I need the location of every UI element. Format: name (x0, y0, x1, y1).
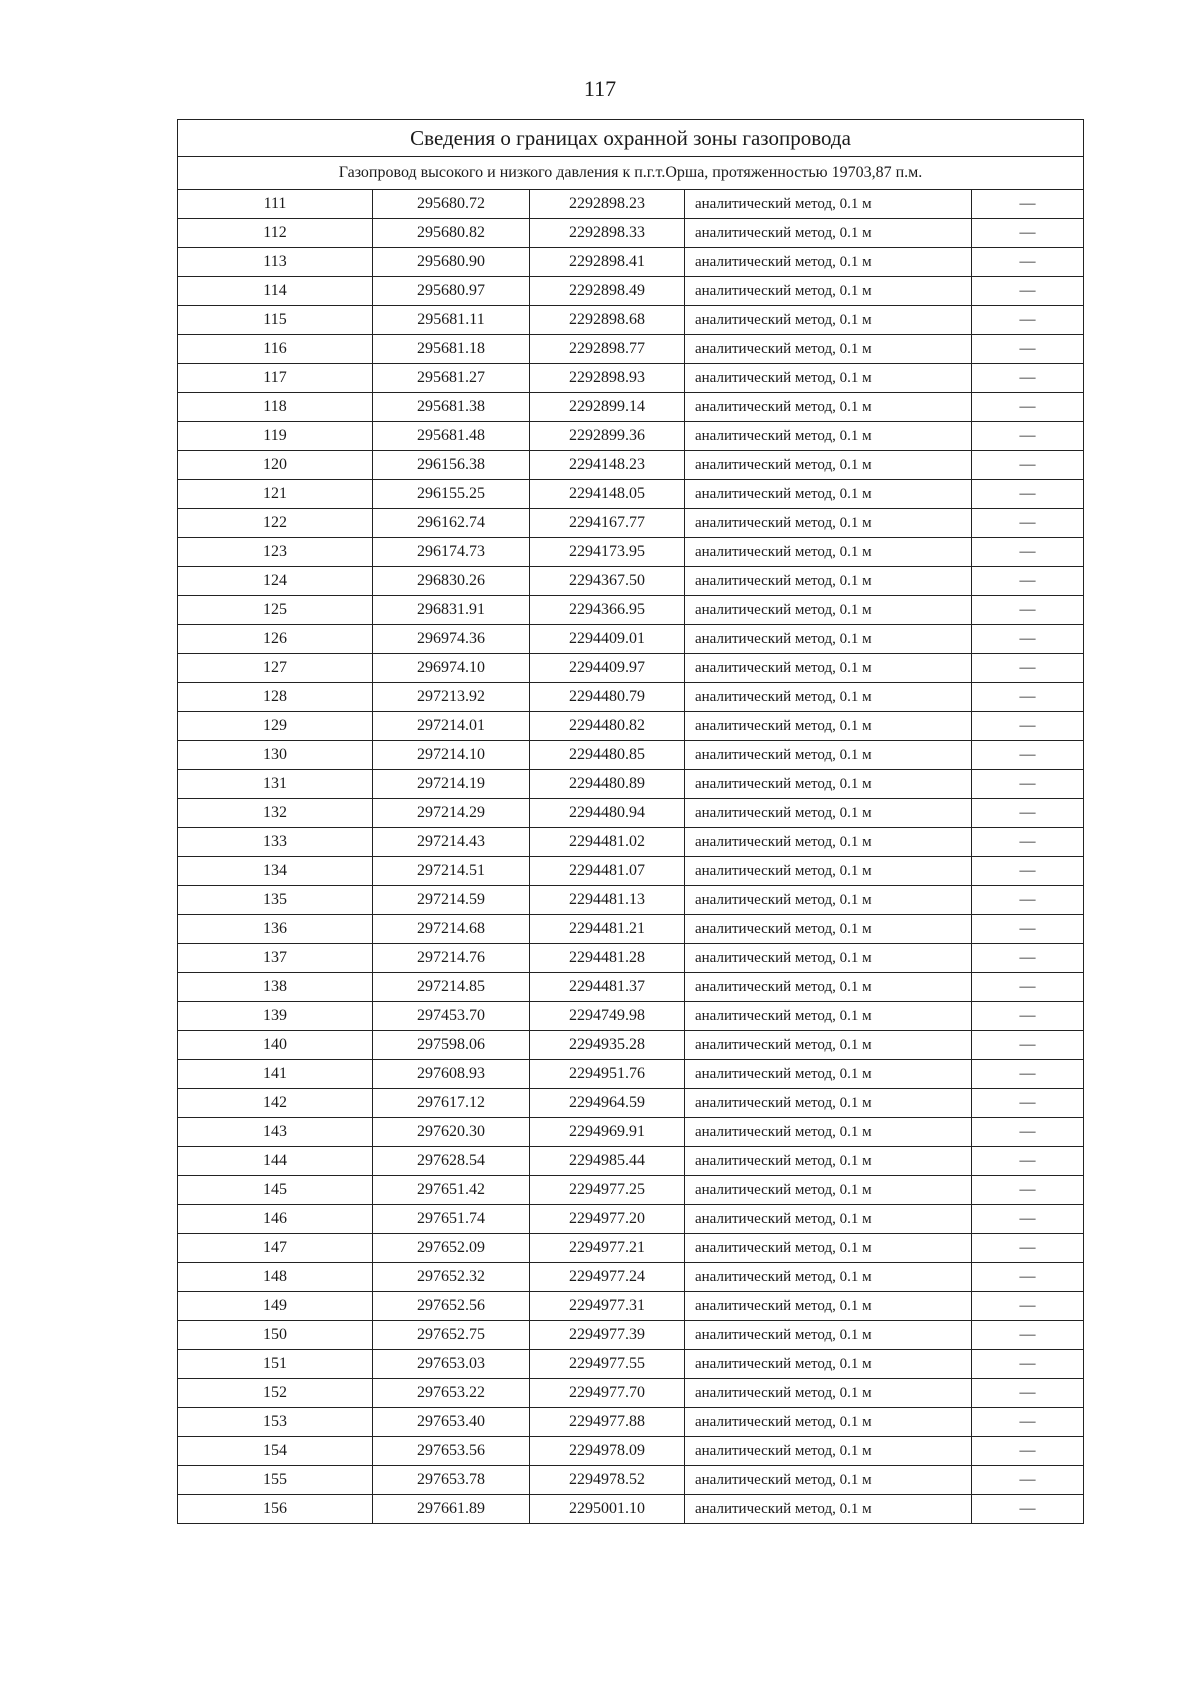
method-cell: аналитический метод, 0.1 м (685, 1060, 972, 1089)
x-coordinate-cell: 297214.59 (373, 886, 530, 915)
point-number-cell: 113 (178, 248, 373, 277)
y-coordinate-cell: 2294977.20 (530, 1205, 685, 1234)
table-row (178, 1147, 1084, 1176)
x-coordinate-cell: 297453.70 (373, 1002, 530, 1031)
y-coordinate-cell: 2294148.05 (530, 480, 685, 509)
table-row (178, 277, 1084, 306)
method-cell: аналитический метод, 0.1 м (685, 1379, 972, 1408)
method-cell: аналитический метод, 0.1 м (685, 1495, 972, 1524)
point-number-cell: 116 (178, 335, 373, 364)
x-coordinate-cell: 297628.54 (373, 1147, 530, 1176)
x-coordinate-cell: 296162.74 (373, 509, 530, 538)
table-row (178, 886, 1084, 915)
y-coordinate-cell: 2294480.85 (530, 741, 685, 770)
table-row (178, 219, 1084, 248)
method-cell: аналитический метод, 0.1 м (685, 567, 972, 596)
x-coordinate-cell: 296974.10 (373, 654, 530, 683)
note-cell: — (972, 1495, 1084, 1524)
point-number-cell: 111 (178, 190, 373, 219)
point-number-cell: 145 (178, 1176, 373, 1205)
table-row (178, 625, 1084, 654)
note-cell: — (972, 944, 1084, 973)
point-number-cell: 132 (178, 799, 373, 828)
x-coordinate-cell: 297653.40 (373, 1408, 530, 1437)
x-coordinate-cell: 295680.97 (373, 277, 530, 306)
x-coordinate-cell: 296830.26 (373, 567, 530, 596)
table-row (178, 1176, 1084, 1205)
method-cell: аналитический метод, 0.1 м (685, 1292, 972, 1321)
note-cell: — (972, 422, 1084, 451)
table-row (178, 828, 1084, 857)
method-cell: аналитический метод, 0.1 м (685, 944, 972, 973)
table-row (178, 1350, 1084, 1379)
point-number-cell: 119 (178, 422, 373, 451)
x-coordinate-cell: 295681.38 (373, 393, 530, 422)
point-number-cell: 114 (178, 277, 373, 306)
method-cell: аналитический метод, 0.1 м (685, 1321, 972, 1350)
method-cell: аналитический метод, 0.1 м (685, 886, 972, 915)
table-row (178, 1234, 1084, 1263)
table-row (178, 335, 1084, 364)
note-cell: — (972, 567, 1084, 596)
point-number-cell: 144 (178, 1147, 373, 1176)
table-row (178, 422, 1084, 451)
method-cell: аналитический метод, 0.1 м (685, 973, 972, 1002)
x-coordinate-cell: 297214.68 (373, 915, 530, 944)
table-row (178, 567, 1084, 596)
point-number-cell: 155 (178, 1466, 373, 1495)
method-cell: аналитический метод, 0.1 м (685, 828, 972, 857)
table-row (178, 596, 1084, 625)
table-row (178, 190, 1084, 219)
note-cell: — (972, 857, 1084, 886)
y-coordinate-cell: 2294481.21 (530, 915, 685, 944)
point-number-cell: 127 (178, 654, 373, 683)
table-row (178, 654, 1084, 683)
method-cell: аналитический метод, 0.1 м (685, 770, 972, 799)
x-coordinate-cell: 297214.10 (373, 741, 530, 770)
point-number-cell: 112 (178, 219, 373, 248)
method-cell: аналитический метод, 0.1 м (685, 480, 972, 509)
y-coordinate-cell: 2294985.44 (530, 1147, 685, 1176)
y-coordinate-cell: 2294977.70 (530, 1379, 685, 1408)
x-coordinate-cell: 297661.89 (373, 1495, 530, 1524)
x-coordinate-cell: 297651.74 (373, 1205, 530, 1234)
table-row (178, 683, 1084, 712)
y-coordinate-cell: 2292898.33 (530, 219, 685, 248)
x-coordinate-cell: 297652.75 (373, 1321, 530, 1350)
method-cell: аналитический метод, 0.1 м (685, 857, 972, 886)
y-coordinate-cell: 2294480.89 (530, 770, 685, 799)
note-cell: — (972, 1437, 1084, 1466)
y-coordinate-cell: 2294148.23 (530, 451, 685, 480)
table-row (178, 1060, 1084, 1089)
point-number-cell: 151 (178, 1350, 373, 1379)
x-coordinate-cell: 297652.09 (373, 1234, 530, 1263)
note-cell: — (972, 1147, 1084, 1176)
point-number-cell: 150 (178, 1321, 373, 1350)
point-number-cell: 140 (178, 1031, 373, 1060)
y-coordinate-cell: 2294964.59 (530, 1089, 685, 1118)
method-cell: аналитический метод, 0.1 м (685, 1350, 972, 1379)
note-cell: — (972, 248, 1084, 277)
note-cell: — (972, 828, 1084, 857)
note-cell: — (972, 1060, 1084, 1089)
method-cell: аналитический метод, 0.1 м (685, 1408, 972, 1437)
note-cell: — (972, 538, 1084, 567)
y-coordinate-cell: 2292899.36 (530, 422, 685, 451)
method-cell: аналитический метод, 0.1 м (685, 1147, 972, 1176)
point-number-cell: 125 (178, 596, 373, 625)
y-coordinate-cell: 2294977.88 (530, 1408, 685, 1437)
point-number-cell: 130 (178, 741, 373, 770)
method-cell: аналитический метод, 0.1 м (685, 422, 972, 451)
x-coordinate-cell: 296156.38 (373, 451, 530, 480)
table-row (178, 1495, 1084, 1524)
note-cell: — (972, 973, 1084, 1002)
method-cell: аналитический метод, 0.1 м (685, 509, 972, 538)
point-number-cell: 147 (178, 1234, 373, 1263)
note-cell: — (972, 1176, 1084, 1205)
method-cell: аналитический метод, 0.1 м (685, 538, 972, 567)
method-cell: аналитический метод, 0.1 м (685, 625, 972, 654)
y-coordinate-cell: 2294481.07 (530, 857, 685, 886)
point-number-cell: 128 (178, 683, 373, 712)
table-row (178, 1292, 1084, 1321)
method-cell: аналитический метод, 0.1 м (685, 1176, 972, 1205)
point-number-cell: 149 (178, 1292, 373, 1321)
point-number-cell: 129 (178, 712, 373, 741)
table-row (178, 944, 1084, 973)
y-coordinate-cell: 2294409.97 (530, 654, 685, 683)
table-row (178, 538, 1084, 567)
point-number-cell: 142 (178, 1089, 373, 1118)
point-number-cell: 153 (178, 1408, 373, 1437)
y-coordinate-cell: 2294167.77 (530, 509, 685, 538)
y-coordinate-cell: 2292898.23 (530, 190, 685, 219)
method-cell: аналитический метод, 0.1 м (685, 915, 972, 944)
x-coordinate-cell: 297620.30 (373, 1118, 530, 1147)
method-cell: аналитический метод, 0.1 м (685, 1263, 972, 1292)
table-row (178, 1408, 1084, 1437)
x-coordinate-cell: 297214.85 (373, 973, 530, 1002)
table-row (178, 857, 1084, 886)
note-cell: — (972, 393, 1084, 422)
y-coordinate-cell: 2294978.52 (530, 1466, 685, 1495)
table-row (178, 741, 1084, 770)
y-coordinate-cell: 2294951.76 (530, 1060, 685, 1089)
x-coordinate-cell: 297214.01 (373, 712, 530, 741)
method-cell: аналитический метод, 0.1 м (685, 741, 972, 770)
table-row (178, 451, 1084, 480)
point-number-cell: 131 (178, 770, 373, 799)
point-number-cell: 126 (178, 625, 373, 654)
table-row (178, 915, 1084, 944)
method-cell: аналитический метод, 0.1 м (685, 364, 972, 393)
y-coordinate-cell: 2294978.09 (530, 1437, 685, 1466)
method-cell: аналитический метод, 0.1 м (685, 1089, 972, 1118)
point-number-cell: 120 (178, 451, 373, 480)
point-number-cell: 152 (178, 1379, 373, 1408)
x-coordinate-cell: 295681.11 (373, 306, 530, 335)
y-coordinate-cell: 2294935.28 (530, 1031, 685, 1060)
y-coordinate-cell: 2294480.94 (530, 799, 685, 828)
point-number-cell: 135 (178, 886, 373, 915)
x-coordinate-cell: 297214.43 (373, 828, 530, 857)
point-number-cell: 115 (178, 306, 373, 335)
note-cell: — (972, 741, 1084, 770)
note-cell: — (972, 799, 1084, 828)
method-cell: аналитический метод, 0.1 м (685, 451, 972, 480)
x-coordinate-cell: 295681.18 (373, 335, 530, 364)
table-row (178, 1466, 1084, 1495)
table-row (178, 1031, 1084, 1060)
method-cell: аналитический метод, 0.1 м (685, 1466, 972, 1495)
point-number-cell: 148 (178, 1263, 373, 1292)
table-row (178, 1089, 1084, 1118)
note-cell: — (972, 1234, 1084, 1263)
x-coordinate-cell: 297653.78 (373, 1466, 530, 1495)
note-cell: — (972, 1321, 1084, 1350)
point-number-cell: 121 (178, 480, 373, 509)
table-row (178, 712, 1084, 741)
y-coordinate-cell: 2292898.68 (530, 306, 685, 335)
table-row (178, 770, 1084, 799)
method-cell: аналитический метод, 0.1 м (685, 306, 972, 335)
method-cell: аналитический метод, 0.1 м (685, 1205, 972, 1234)
note-cell: — (972, 1031, 1084, 1060)
x-coordinate-cell: 296174.73 (373, 538, 530, 567)
note-cell: — (972, 625, 1084, 654)
point-number-cell: 133 (178, 828, 373, 857)
y-coordinate-cell: 2294480.79 (530, 683, 685, 712)
y-coordinate-cell: 2294969.91 (530, 1118, 685, 1147)
table-row (178, 1437, 1084, 1466)
point-number-cell: 139 (178, 1002, 373, 1031)
method-cell: аналитический метод, 0.1 м (685, 335, 972, 364)
x-coordinate-cell: 297652.56 (373, 1292, 530, 1321)
x-coordinate-cell: 295680.72 (373, 190, 530, 219)
x-coordinate-cell: 297653.22 (373, 1379, 530, 1408)
table-row (178, 248, 1084, 277)
x-coordinate-cell: 295681.48 (373, 422, 530, 451)
point-number-cell: 123 (178, 538, 373, 567)
point-number-cell: 122 (178, 509, 373, 538)
y-coordinate-cell: 2294481.13 (530, 886, 685, 915)
x-coordinate-cell: 297214.76 (373, 944, 530, 973)
note-cell: — (972, 190, 1084, 219)
y-coordinate-cell: 2294173.95 (530, 538, 685, 567)
y-coordinate-cell: 2294977.31 (530, 1292, 685, 1321)
table-row (178, 799, 1084, 828)
table-row (178, 509, 1084, 538)
table-row (178, 1205, 1084, 1234)
x-coordinate-cell: 297651.42 (373, 1176, 530, 1205)
y-coordinate-cell: 2294977.21 (530, 1234, 685, 1263)
table-row (178, 1321, 1084, 1350)
point-number-cell: 141 (178, 1060, 373, 1089)
note-cell: — (972, 1379, 1084, 1408)
y-coordinate-cell: 2292899.14 (530, 393, 685, 422)
x-coordinate-cell: 297617.12 (373, 1089, 530, 1118)
x-coordinate-cell: 297213.92 (373, 683, 530, 712)
y-coordinate-cell: 2292898.49 (530, 277, 685, 306)
x-coordinate-cell: 297214.51 (373, 857, 530, 886)
table-row (178, 973, 1084, 1002)
y-coordinate-cell: 2294749.98 (530, 1002, 685, 1031)
table-subtitle: Газопровод высокого и низкого давления к п.г.т.Орша, протяженностью 19703,87 п.м. (178, 157, 1084, 190)
method-cell: аналитический метод, 0.1 м (685, 1437, 972, 1466)
method-cell: аналитический метод, 0.1 м (685, 1234, 972, 1263)
method-cell: аналитический метод, 0.1 м (685, 1002, 972, 1031)
note-cell: — (972, 1466, 1084, 1495)
x-coordinate-cell: 297598.06 (373, 1031, 530, 1060)
y-coordinate-cell: 2294480.82 (530, 712, 685, 741)
method-cell: аналитический метод, 0.1 м (685, 654, 972, 683)
y-coordinate-cell: 2294977.25 (530, 1176, 685, 1205)
page-number: 117 (583, 76, 617, 101)
note-cell: — (972, 277, 1084, 306)
note-cell: — (972, 1292, 1084, 1321)
point-number-cell: 136 (178, 915, 373, 944)
method-cell: аналитический метод, 0.1 м (685, 596, 972, 625)
table-row (178, 1002, 1084, 1031)
y-coordinate-cell: 2294481.02 (530, 828, 685, 857)
y-coordinate-cell: 2294409.01 (530, 625, 685, 654)
y-coordinate-cell: 2292898.77 (530, 335, 685, 364)
note-cell: — (972, 712, 1084, 741)
point-number-cell: 156 (178, 1495, 373, 1524)
note-cell: — (972, 1408, 1084, 1437)
method-cell: аналитический метод, 0.1 м (685, 248, 972, 277)
note-cell: — (972, 654, 1084, 683)
table-row (178, 1263, 1084, 1292)
note-cell: — (972, 1350, 1084, 1379)
method-cell: аналитический метод, 0.1 м (685, 393, 972, 422)
method-cell: аналитический метод, 0.1 м (685, 712, 972, 741)
note-cell: — (972, 683, 1084, 712)
method-cell: аналитический метод, 0.1 м (685, 799, 972, 828)
table-row (178, 480, 1084, 509)
note-cell: — (972, 451, 1084, 480)
point-number-cell: 143 (178, 1118, 373, 1147)
point-number-cell: 117 (178, 364, 373, 393)
table-row (178, 393, 1084, 422)
table-row (178, 364, 1084, 393)
y-coordinate-cell: 2295001.10 (530, 1495, 685, 1524)
note-cell: — (972, 1205, 1084, 1234)
y-coordinate-cell: 2294977.39 (530, 1321, 685, 1350)
y-coordinate-cell: 2294977.24 (530, 1263, 685, 1292)
table-row (178, 306, 1084, 335)
x-coordinate-cell: 295681.27 (373, 364, 530, 393)
x-coordinate-cell: 297653.56 (373, 1437, 530, 1466)
y-coordinate-cell: 2294366.95 (530, 596, 685, 625)
note-cell: — (972, 596, 1084, 625)
note-cell: — (972, 1118, 1084, 1147)
y-coordinate-cell: 2294481.28 (530, 944, 685, 973)
note-cell: — (972, 915, 1084, 944)
x-coordinate-cell: 296974.36 (373, 625, 530, 654)
x-coordinate-cell: 297652.32 (373, 1263, 530, 1292)
x-coordinate-cell: 295680.90 (373, 248, 530, 277)
x-coordinate-cell: 297653.03 (373, 1350, 530, 1379)
table-row (178, 1118, 1084, 1147)
table-row (178, 1379, 1084, 1408)
point-number-cell: 118 (178, 393, 373, 422)
x-coordinate-cell: 297608.93 (373, 1060, 530, 1089)
x-coordinate-cell: 296155.25 (373, 480, 530, 509)
note-cell: — (972, 364, 1084, 393)
note-cell: — (972, 509, 1084, 538)
table-title: Сведения о границах охранной зоны газопровода (178, 120, 1084, 157)
note-cell: — (972, 306, 1084, 335)
x-coordinate-cell: 296831.91 (373, 596, 530, 625)
point-number-cell: 138 (178, 973, 373, 1002)
x-coordinate-cell: 297214.29 (373, 799, 530, 828)
note-cell: — (972, 1002, 1084, 1031)
point-number-cell: 137 (178, 944, 373, 973)
y-coordinate-cell: 2294481.37 (530, 973, 685, 1002)
y-coordinate-cell: 2294367.50 (530, 567, 685, 596)
method-cell: аналитический метод, 0.1 м (685, 1118, 972, 1147)
method-cell: аналитический метод, 0.1 м (685, 190, 972, 219)
method-cell: аналитический метод, 0.1 м (685, 1031, 972, 1060)
point-number-cell: 134 (178, 857, 373, 886)
note-cell: — (972, 1089, 1084, 1118)
boundary-coordinates-table (177, 119, 1084, 1524)
note-cell: — (972, 770, 1084, 799)
x-coordinate-cell: 295680.82 (373, 219, 530, 248)
x-coordinate-cell: 297214.19 (373, 770, 530, 799)
note-cell: — (972, 1263, 1084, 1292)
point-number-cell: 154 (178, 1437, 373, 1466)
note-cell: — (972, 480, 1084, 509)
y-coordinate-cell: 2294977.55 (530, 1350, 685, 1379)
note-cell: — (972, 335, 1084, 364)
method-cell: аналитический метод, 0.1 м (685, 219, 972, 248)
method-cell: аналитический метод, 0.1 м (685, 683, 972, 712)
point-number-cell: 146 (178, 1205, 373, 1234)
method-cell: аналитический метод, 0.1 м (685, 277, 972, 306)
note-cell: — (972, 219, 1084, 248)
note-cell: — (972, 886, 1084, 915)
point-number-cell: 124 (178, 567, 373, 596)
y-coordinate-cell: 2292898.41 (530, 248, 685, 277)
y-coordinate-cell: 2292898.93 (530, 364, 685, 393)
